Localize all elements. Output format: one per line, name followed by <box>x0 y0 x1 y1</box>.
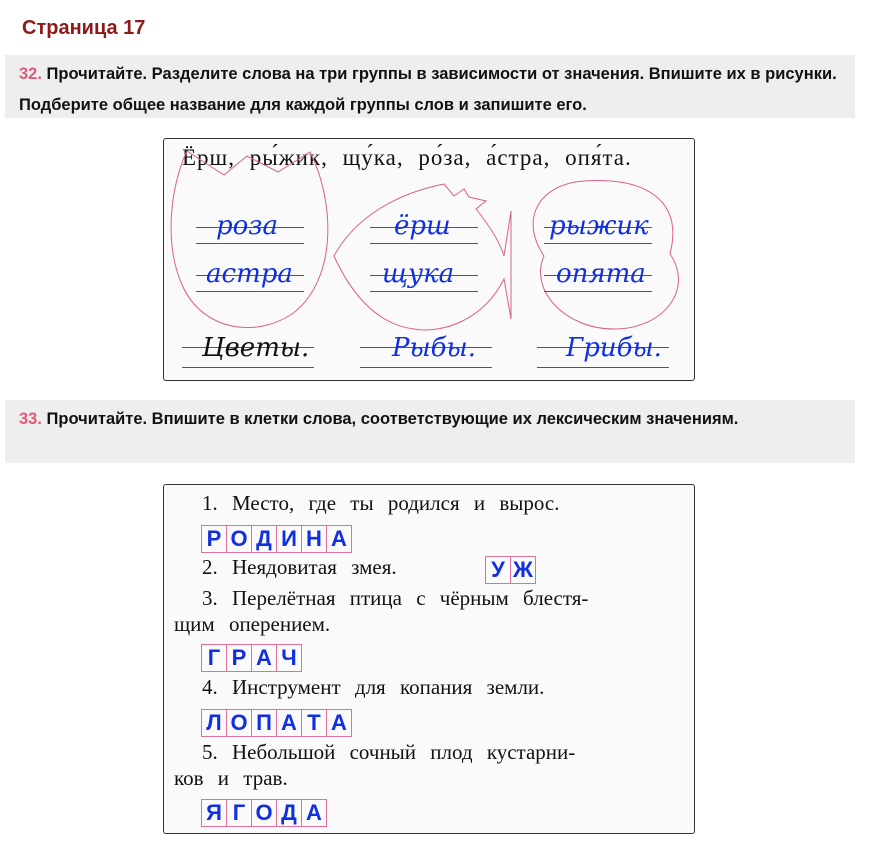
task-number: 33. <box>19 410 42 428</box>
question-2: 2. Неядовитая змея. <box>202 555 397 579</box>
group-name: Грибы. <box>566 333 662 363</box>
letter-cell[interactable]: У <box>485 556 511 584</box>
answer-word: астра <box>206 259 293 289</box>
letter-cell[interactable]: Я <box>201 799 227 827</box>
answer-word: ёрш <box>394 211 451 241</box>
mushroom-shape <box>533 181 678 329</box>
answer-word: роза <box>216 211 278 241</box>
page-title: Страница 17 <box>22 17 146 39</box>
letter-cell[interactable]: Д <box>251 525 277 553</box>
answer-cells-3 <box>202 644 302 672</box>
letter-cell[interactable]: Р <box>226 644 252 672</box>
letter-cell[interactable]: Л <box>201 709 227 737</box>
letter-cell[interactable]: Ж <box>510 556 536 584</box>
letter-cell[interactable]: О <box>226 709 252 737</box>
task-32-exercise <box>163 138 695 381</box>
answer-cells-2 <box>486 556 536 584</box>
letter-cell[interactable]: А <box>301 799 327 827</box>
letter-cell[interactable]: Ч <box>276 644 302 672</box>
task-text: Прочитайте. Разделите слова на три группы в зависимости от значения. Впишите их в рисунки. Подберите общее название для каждой группы слов и запишите его. <box>19 65 837 114</box>
group-name: Рыбы. <box>392 333 476 363</box>
answer-word: рыжик <box>549 211 649 241</box>
letter-cell[interactable]: Г <box>201 644 227 672</box>
answer-cells-5 <box>202 799 327 827</box>
answer-cells-1 <box>202 525 352 553</box>
letter-cell[interactable]: О <box>251 799 277 827</box>
task-number: 32. <box>19 65 42 83</box>
answer-word: щука <box>382 259 455 289</box>
question-3: 3. Перелётная птица с чёрным блестя- <box>202 586 589 610</box>
letter-cell[interactable]: Н <box>301 525 327 553</box>
fish-shape <box>334 184 511 330</box>
word-list: Ёрш, ры́жик, щу́ка, ро́за, а́стра, опя́та. <box>182 145 632 170</box>
letter-cell[interactable]: А <box>251 644 277 672</box>
question-4: 4. Инструмент для копания земли. <box>202 675 545 699</box>
question-1: 1. Место, где ты родился и вырос. <box>202 491 560 515</box>
question-3-cont: щим оперением. <box>174 612 331 636</box>
question-5: 5. Небольшой сочный плод кустарни- <box>202 740 576 764</box>
letter-cell[interactable]: А <box>276 709 302 737</box>
letter-cell[interactable]: П <box>251 709 277 737</box>
task-text: Прочитайте. Впишите в клетки слова, соответствующие их лексическим значениям. <box>46 410 739 428</box>
letter-cell[interactable]: Д <box>276 799 302 827</box>
task-33-instruction <box>5 400 855 463</box>
letter-cell[interactable]: Т <box>301 709 327 737</box>
answer-word: опята <box>556 259 646 289</box>
answer-cells-4 <box>202 709 352 737</box>
group-name: Цветы. <box>202 333 310 363</box>
letter-cell[interactable]: А <box>326 709 352 737</box>
letter-cell[interactable]: И <box>276 525 302 553</box>
letter-cell[interactable]: Г <box>226 799 252 827</box>
letter-cell[interactable]: О <box>226 525 252 553</box>
question-5-cont: ков и трав. <box>174 766 288 790</box>
task-33-exercise <box>163 484 695 834</box>
letter-cell[interactable]: А <box>326 525 352 553</box>
task-32-instruction <box>5 55 855 118</box>
letter-cell[interactable]: Р <box>201 525 227 553</box>
